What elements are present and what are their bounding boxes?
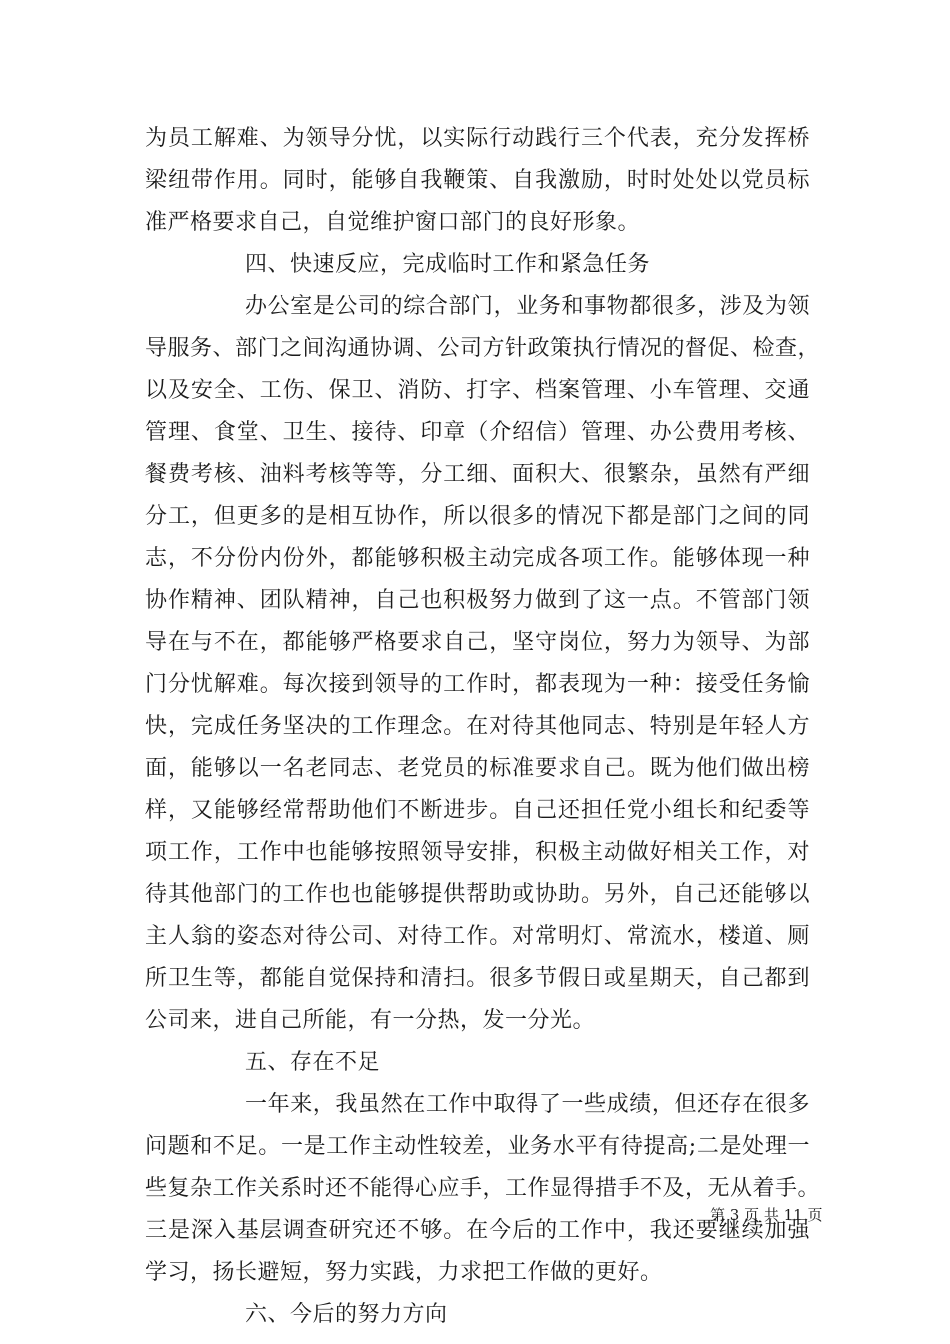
text-line: 项工作，工作中也能够按照领导安排，积极主动做好相关工作，对 — [145, 840, 810, 865]
document-body — [145, 118, 821, 1336]
text-line: 样，又能够经常帮助他们不断进步。自己还担任党小组长和纪委等 — [145, 798, 810, 823]
paragraph-continued — [145, 118, 810, 244]
text-line: 志，不分份内份外，都能够积极主动完成各项工作。能够体现一种 — [145, 546, 810, 571]
section-heading-4: 四、快速反应，完成临时工作和紧急任务 — [245, 252, 651, 277]
text-line: 以及安全、工伤、保卫、消防、打字、档案管理、小车管理、交通 — [145, 378, 810, 403]
text-line: 办公室是公司的综合部门，业务和事物都很多，涉及为领 — [245, 294, 810, 319]
paragraph-4 — [145, 286, 821, 1042]
text-line: 所卫生等，都能自觉保持和清扫。很多节假日或星期天，自己都到 — [145, 966, 810, 991]
text-line: 管理、食堂、卫生、接待、印章（介绍信）管理、办公费用考核、 — [145, 420, 810, 445]
text-line: 三是深入基层调查研究还不够。在今后的工作中，我还要继续加强 — [145, 1218, 810, 1243]
text-line: 为员工解难、为领导分忧，以实际行动践行三个代表，充分发挥桥 — [145, 126, 810, 151]
text-line: 些复杂工作关系时还不能得心应手，工作显得措手不及，无从着手。 — [145, 1176, 821, 1201]
text-line: 公司来，进自己所能，有一分热，发一分光。 — [145, 1008, 596, 1033]
section-heading-6: 六、今后的努力方向 — [245, 1302, 448, 1327]
text-line: 待其他部门的工作也也能够提供帮助或协助。另外，自己还能够以 — [145, 882, 810, 907]
text-line: 协作精神、团队精神，自己也积极努力做到了这一点。不管部门领 — [145, 588, 810, 613]
page-number-footer: 第 3 页 共 11 页 — [710, 1206, 823, 1224]
text-line: 导在与不在，都能够严格要求自己，坚守岗位，努力为领导、为部 — [145, 630, 810, 655]
text-line: 面，能够以一名老同志、老党员的标准要求自己。既为他们做出榜 — [145, 756, 810, 781]
text-line: 餐费考核、油料考核等等，分工细、面积大、很繁杂，虽然有严细 — [145, 462, 810, 487]
text-line: 梁纽带作用。同时，能够自我鞭策、自我激励，时时处处以党员标 — [145, 168, 810, 193]
text-line: 主人翁的姿态对待公司、对待工作。对常明灯、常流水，楼道、厕 — [145, 924, 810, 949]
text-line: 准严格要求自己，自觉维护窗口部门的良好形象。 — [145, 210, 641, 235]
text-line: 分工，但更多的是相互协作，所以很多的情况下都是部门之间的同 — [145, 504, 810, 529]
section-heading-5: 五、存在不足 — [245, 1050, 381, 1075]
text-line: 门分忧解难。每次接到领导的工作时，都表现为一种：接受任务愉 — [145, 672, 810, 697]
paragraph-5 — [145, 1084, 821, 1294]
text-line: 问题和不足。一是工作主动性较差，业务水平有待提高;二是处理一 — [145, 1134, 810, 1159]
text-line: 一年来，我虽然在工作中取得了一些成绩，但还存在很多 — [245, 1092, 810, 1117]
text-line: 学习，扬长避短，努力实践，力求把工作做的更好。 — [145, 1260, 663, 1285]
text-line: 导服务、部门之间沟通协调、公司方针政策执行情况的督促、检查， — [145, 336, 821, 361]
text-line: 快，完成任务坚决的工作理念。在对待其他同志、特别是年轻人方 — [145, 714, 810, 739]
